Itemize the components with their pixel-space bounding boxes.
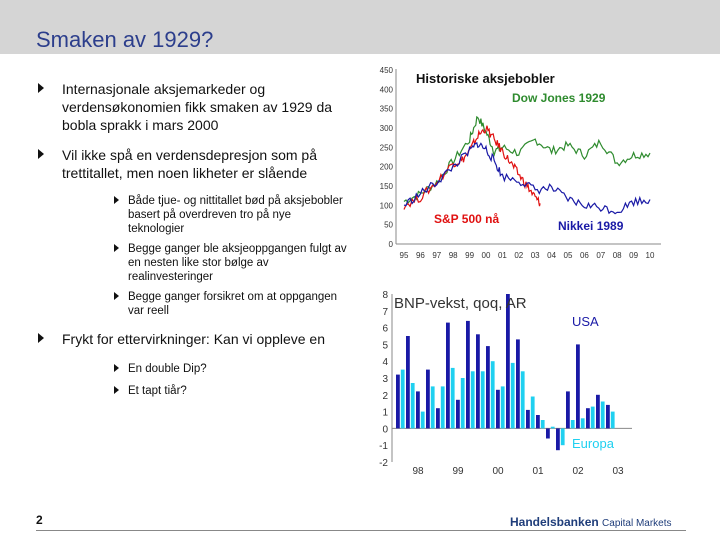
bullet-arrow-icon xyxy=(114,386,119,394)
sp500-line xyxy=(404,126,540,210)
sub-bullet-item xyxy=(114,242,350,284)
bullet-text: Begge ganger forsikret om at oppgangen var reell xyxy=(128,291,338,317)
x-tick-label: 09 xyxy=(629,251,639,260)
nikkei-line xyxy=(404,143,650,214)
europa-bar xyxy=(461,378,465,428)
legend-sp500: S&P 500 nå xyxy=(434,212,500,226)
y-tick-label: 300 xyxy=(379,124,393,133)
x-tick-label: 03 xyxy=(612,466,624,476)
usa-bar xyxy=(516,339,520,428)
y-tick-label: 200 xyxy=(379,162,393,172)
usa-bar xyxy=(496,390,500,429)
bullet-arrow-icon xyxy=(38,333,44,343)
europa-bar xyxy=(501,386,505,428)
usa-bar xyxy=(596,395,600,429)
sub-bullet-item xyxy=(114,384,350,398)
x-tick-label: 02 xyxy=(514,251,524,260)
y-tick-label: 6 xyxy=(382,323,388,335)
europa-bar xyxy=(611,412,615,429)
europa-bar xyxy=(601,402,605,429)
x-tick-label: 02 xyxy=(572,466,584,476)
x-tick-label: 99 xyxy=(465,251,475,260)
usa-bar xyxy=(426,370,430,429)
bullet-list xyxy=(38,80,350,404)
legend-dow-jones: Dow Jones 1929 xyxy=(512,91,606,105)
y-tick-label: 50 xyxy=(384,220,393,230)
usa-bar xyxy=(446,323,450,429)
chart-title: Historiske aksjebobler xyxy=(416,71,555,86)
slide-title: Smaken av 1929? xyxy=(36,27,214,52)
y-tick-label: 1 xyxy=(382,407,388,419)
bullet-arrow-icon xyxy=(114,364,119,372)
y-tick-label: 3 xyxy=(382,374,388,385)
bullet-arrow-icon xyxy=(38,149,44,159)
sub-bullet-item xyxy=(114,194,350,236)
x-tick-label: 05 xyxy=(563,251,573,260)
x-tick-label: 00 xyxy=(481,251,491,260)
x-tick-label: 01 xyxy=(497,251,507,260)
y-tick-label: 5 xyxy=(382,340,388,352)
legend-europa: Europa xyxy=(572,436,614,451)
europa-bar xyxy=(451,368,455,429)
x-tick-label: 07 xyxy=(596,251,606,260)
y-tick-label: 450 xyxy=(379,66,393,75)
y-tick-label: 100 xyxy=(379,201,393,211)
usa-bar xyxy=(506,294,510,428)
usa-bar xyxy=(576,344,580,428)
usa-bar xyxy=(476,334,480,428)
bullet-text: Et tapt tiår? xyxy=(128,385,187,397)
x-tick-label: 99 xyxy=(452,466,464,476)
europa-bar xyxy=(471,371,475,428)
europa-bar xyxy=(541,420,545,428)
x-tick-label: 10 xyxy=(645,251,655,260)
y-tick-label: -1 xyxy=(379,441,388,453)
usa-bar xyxy=(486,346,490,428)
europa-bar xyxy=(511,363,515,429)
x-tick-label: 00 xyxy=(492,466,504,476)
y-tick-label: 8 xyxy=(382,290,388,301)
europa-bar xyxy=(481,371,485,428)
europa-bar xyxy=(521,371,525,428)
usa-bar xyxy=(416,391,420,428)
company-logo xyxy=(510,515,672,529)
y-tick-label: 0 xyxy=(382,424,388,436)
europa-bar xyxy=(441,386,445,428)
x-tick-label: 06 xyxy=(579,251,589,260)
europa-bar xyxy=(531,397,535,429)
europa-bar xyxy=(401,370,405,429)
europa-bar xyxy=(411,383,415,428)
y-tick-label: 350 xyxy=(379,104,393,114)
europa-bar xyxy=(591,407,595,429)
europa-bar xyxy=(581,418,585,428)
bullet-arrow-icon xyxy=(114,196,119,204)
y-tick-label: 2 xyxy=(382,390,388,402)
europa-bar xyxy=(551,427,555,429)
x-tick-label: 01 xyxy=(532,466,544,476)
bullet-text: Både tjue- og nittitallet bød på aksjebobler basert på overdreven tro på nye teknologier xyxy=(128,195,343,235)
usa-bar xyxy=(586,408,590,428)
y-tick-label: 250 xyxy=(379,143,393,153)
usa-bar xyxy=(566,391,570,428)
x-tick-label: 98 xyxy=(412,466,424,476)
x-tick-label: 96 xyxy=(415,251,425,260)
sub-bullet-item xyxy=(114,290,350,318)
usa-bar xyxy=(526,410,530,429)
bullet-text: En double Dip? xyxy=(128,363,207,375)
y-tick-label: 400 xyxy=(379,85,393,95)
dow-jones-line xyxy=(404,117,650,203)
logo-main: Handelsbanken xyxy=(510,515,599,529)
bullet-item xyxy=(38,330,350,348)
bullet-text: Vil ikke spå en verdensdepresjon som på trettitallet, men noen likheter er slående xyxy=(62,147,318,181)
chart-title: BNP-vekst, qoq, AR xyxy=(394,295,527,312)
y-tick-label: 150 xyxy=(379,182,393,191)
stock-bubble-chart xyxy=(366,64,666,268)
europa-bar xyxy=(571,420,575,428)
usa-bar xyxy=(456,400,460,429)
bullet-arrow-icon xyxy=(114,244,119,252)
usa-bar xyxy=(556,428,560,450)
usa-bar xyxy=(406,336,410,428)
sub-bullet-item xyxy=(114,362,350,376)
usa-bar xyxy=(396,375,400,429)
usa-bar xyxy=(466,321,470,429)
bullet-text: Internasjonale aksjemarkeder og verdensøkonomien fikk smaken av 1929 da bobla sprakk i mars 2000 xyxy=(62,81,333,133)
x-tick-label: 08 xyxy=(612,251,622,260)
x-tick-label: 95 xyxy=(399,251,409,260)
x-tick-label: 03 xyxy=(530,251,540,260)
legend-usa: USA xyxy=(572,314,599,329)
gdp-growth-chart xyxy=(366,286,666,476)
y-tick-label: 4 xyxy=(382,357,388,369)
usa-bar xyxy=(436,408,440,428)
bullet-text: Frykt for ettervirkninger: Kan vi oppleve en xyxy=(62,331,326,347)
x-tick-label: 98 xyxy=(448,251,458,260)
usa-bar xyxy=(536,415,540,428)
europa-bar xyxy=(561,428,565,445)
x-tick-label: 97 xyxy=(432,251,442,260)
y-tick-label: -2 xyxy=(379,458,388,469)
y-tick-label: 7 xyxy=(382,306,388,318)
europa-bar xyxy=(431,386,435,428)
europa-bar xyxy=(421,412,425,429)
footer-divider xyxy=(36,530,686,531)
bullet-arrow-icon xyxy=(114,292,119,300)
usa-bar xyxy=(606,405,610,429)
bullet-text: Begge ganger ble aksjeoppgangen fulgt av en nesten like stor bølge av realinvesteringer xyxy=(128,243,347,283)
y-tick-label: 0 xyxy=(388,240,393,249)
bullet-arrow-icon xyxy=(38,83,44,93)
legend-nikkei: Nikkei 1989 xyxy=(558,219,624,233)
bullet-item xyxy=(38,80,350,134)
logo-sub: Capital Markets xyxy=(602,518,672,529)
europa-bar xyxy=(491,361,495,428)
x-tick-label: 04 xyxy=(547,251,557,260)
bullet-item xyxy=(38,146,350,182)
usa-bar xyxy=(546,428,550,438)
page-number: 2 xyxy=(36,513,43,527)
